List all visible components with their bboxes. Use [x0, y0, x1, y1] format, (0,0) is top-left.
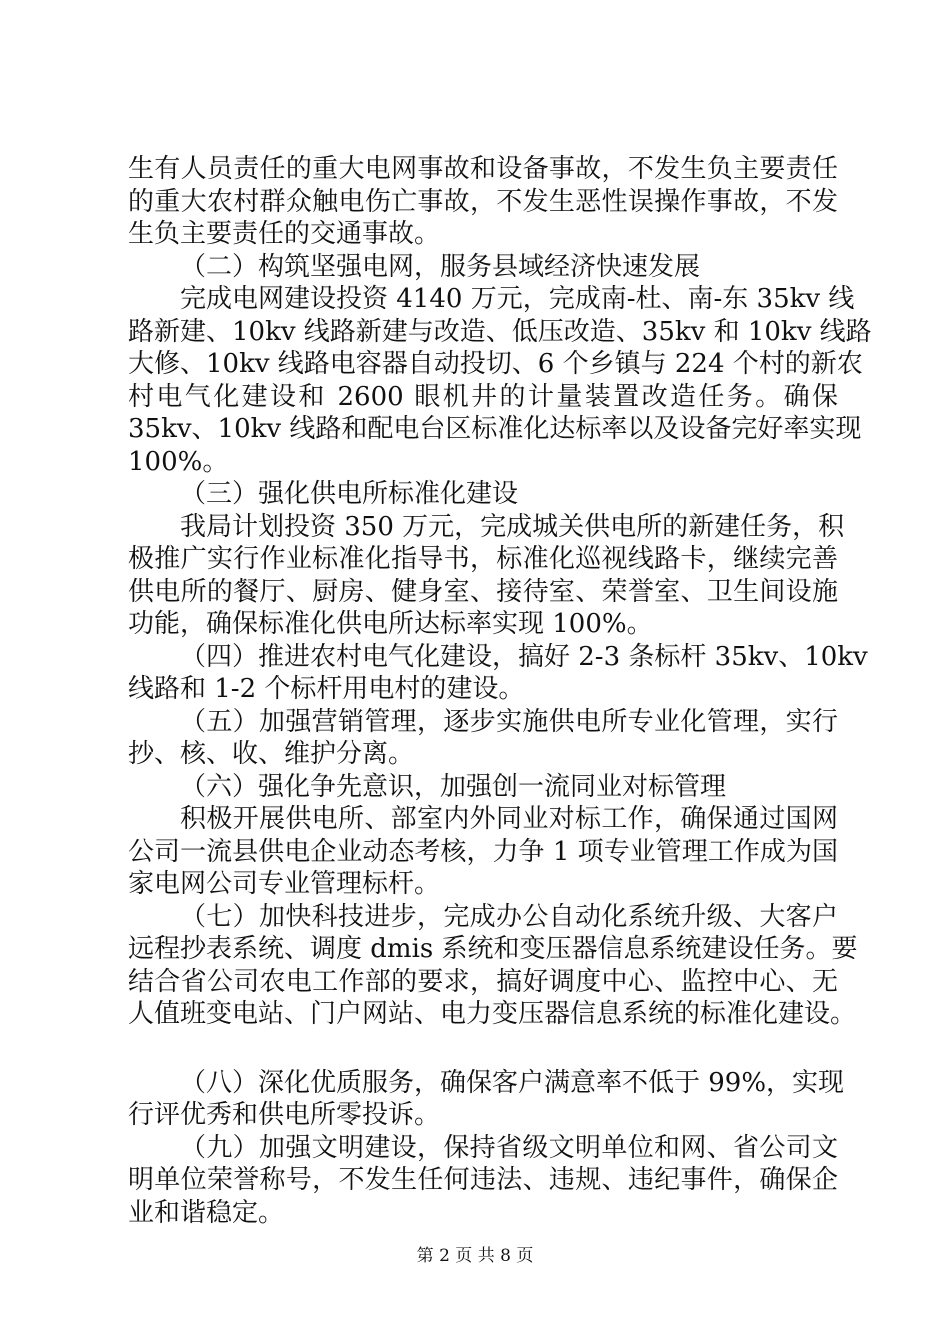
text-line: 公司一流县供电企业动态考核，力争 1 项专业管理工作成为国	[128, 836, 838, 867]
page-number-footer: 第 2 页 共 8 页	[416, 1246, 534, 1266]
paragraph-gap	[128, 1031, 838, 1067]
text-line: 生有人员责任的重大电网事故和设备事故，不发生负主要责任	[128, 154, 838, 184]
text-line: 业和谐稳定。	[128, 1197, 285, 1228]
text-line: 线路和 1-2 个标杆用电村的建设。	[128, 674, 525, 704]
text-line: 35kv、10kv 线路和配电台区标准化达标率以及设备完好率实现	[128, 414, 862, 444]
text-line: 村电气化建设和 2600 眼机井的计量装置改造任务。确保	[128, 381, 838, 412]
section-heading-9: （九）加强文明建设，保持省级文明单位和网、省公司文	[180, 1132, 838, 1163]
section-heading-3: （三）强化供电所标准化建设	[180, 479, 519, 509]
section-heading-2: （二）构筑坚强电网，服务县域经济快速发展	[180, 251, 701, 282]
text-line: 100%。	[128, 446, 229, 477]
section-heading-5: （五）加强营销管理，逐步实施供电所专业化管理，实行	[180, 706, 838, 737]
text-line: 生负主要责任的交通事故。	[128, 219, 441, 249]
text-line: 我局计划投资 350 万元，完成城关供电所的新建任务，积	[180, 511, 845, 542]
document-body	[128, 153, 872, 1229]
section-heading-6: （六）强化争先意识，加强创一流同业对标管理	[180, 771, 727, 802]
text-line: 完成电网建设投资 4140 万元，完成南-杜、南-东 35kv 线	[180, 284, 855, 314]
text-line: 结合省公司农电工作部的要求，搞好调度中心、监控中心、无	[128, 966, 838, 997]
text-line: 路新建、10kv 线路新建与改造、低压改造、35kv 和 10kv 线路	[128, 316, 872, 347]
text-line: 远程抄表系统、调度 dmis 系统和变压器信息系统建设任务。要	[128, 934, 858, 964]
text-line: 极推广实行作业标准化指导书，标准化巡视线路卡，继续完善	[128, 544, 838, 574]
text-line: 明单位荣誉称号，不发生任何违法、违规、违纪事件，确保企	[128, 1165, 838, 1195]
section-heading-8: （八）深化优质服务，确保客户满意率不低于 99%，实现	[180, 1067, 845, 1098]
text-line: 人值班变电站、门户网站、电力变压器信息系统的标准化建设。	[128, 999, 857, 1029]
section-heading-4: （四）推进农村电气化建设，搞好 2-3 条标杆 35kv、10kv	[180, 641, 868, 672]
section-heading-7: （七）加快科技进步，完成办公自动化系统升级、大客户	[180, 901, 838, 932]
text-line: 家电网公司专业管理标杆。	[128, 869, 441, 899]
text-line: 积极开展供电所、部室内外同业对标工作，确保通过国网	[180, 804, 838, 834]
text-line: 行评优秀和供电所零投诉。	[128, 1100, 441, 1130]
text-line: 的重大农村群众触电伤亡事故，不发生恶性误操作事故，不发	[128, 186, 838, 217]
text-line: 大修、10kv 线路电容器自动投切、6 个乡镇与 224 个村的新农	[128, 349, 863, 379]
text-line: 供电所的餐厅、厨房、健身室、接待室、荣誉室、卫生间设施	[128, 576, 838, 607]
text-line: 功能，确保标准化供电所达标率实现 100%。	[128, 609, 653, 639]
text-line: 抄、核、收、维护分离。	[128, 739, 415, 769]
